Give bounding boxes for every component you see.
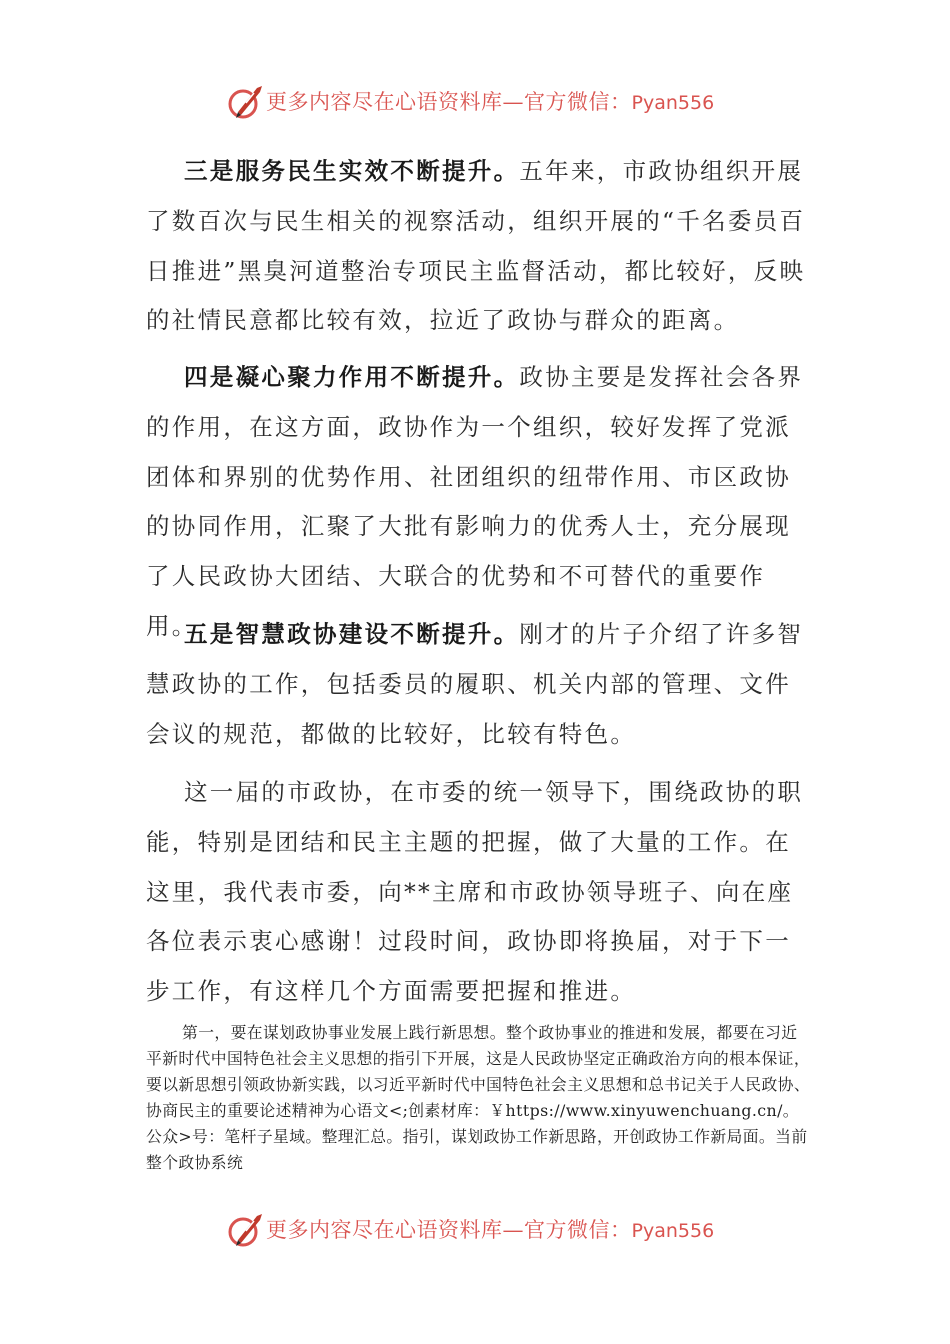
paragraph-3: [146, 610, 806, 759]
paragraph-1-text: 五年来，市政协组织开展了数百次与民生相关的视察活动，组织开展的“千名委员百日推进”黑臭河道整治专项民主监督活动，都比较好，反映的社情民意都比较有效，拉近了政协与群众的距离。: [146, 157, 806, 335]
paragraph-2-text: 政协主要是发挥社会各界的作用，在这方面，政协作为一个组织，较好发挥了党派团体和界别的优势作用、社团组织的纽带作用、市区政协的协同作用，汇聚了大批有影响力的优秀人士，充分展现了人民政协大团结、大联合的优势和不可替代的重要作用。: [146, 363, 804, 640]
paragraph-3-text: 刚才的片子介绍了许多智慧政协的工作，包括委员的履职、机关内部的管理、文件会议的规范，都做的比较好，比较有特色。: [146, 620, 804, 748]
header-banner: [0, 80, 950, 124]
quill-pen-logo-icon: [226, 82, 266, 122]
quill-pen-logo-icon: [226, 1210, 266, 1250]
paragraph-2-heading: 四是凝心聚力作用不断提升。: [184, 363, 520, 391]
small-paragraph-text: 第一，要在谋划政协事业发展上践行新思想。整个政协事业的推进和发展，都要在习近平新时代中国特色社会主义思想的指引下开展，这是人民政协坚定正确政治方向的根本保证，要以新思想引领政协新实践，以习近平新时代中国特色社会主义思想和总书记关于人民政协、协商民主的重要论述精神为心语文<;创素材库：￥https://www.xinyuwenchuang.cn/。公众>号：笔杆子星域。整理汇总。指引，谋划政协工作新思路，开创政协工作新局面。当前整个政协系统: [146, 1023, 811, 1172]
paragraph-4-text: 这一届的市政协，在市委的统一领导下，围绕政协的职能，特别是团结和民主主题的把握，做了大量的工作。在这里，我代表市委，向**主席和市政协领导班子、向在座各位表示衷心感谢！过段时间，政协即将换届，对于下一步工作，有这样几个方面需要把握和推进。: [146, 778, 804, 1006]
paragraph-1-heading: 三是服务民生实效不断提升。: [184, 157, 520, 185]
footer-banner-text: 更多内容尽在心语资料库—官方微信：Pyan556: [266, 1218, 715, 1242]
paragraph-1: [146, 147, 806, 346]
paragraph-4: [146, 768, 806, 1017]
small-paragraph: [146, 1020, 811, 1176]
footer-banner: [0, 1208, 950, 1252]
header-banner-text: 更多内容尽在心语资料库—官方微信：Pyan556: [266, 90, 715, 114]
paragraph-3-heading: 五是智慧政协建设不断提升。: [184, 620, 520, 648]
paragraph-2: [146, 353, 806, 652]
